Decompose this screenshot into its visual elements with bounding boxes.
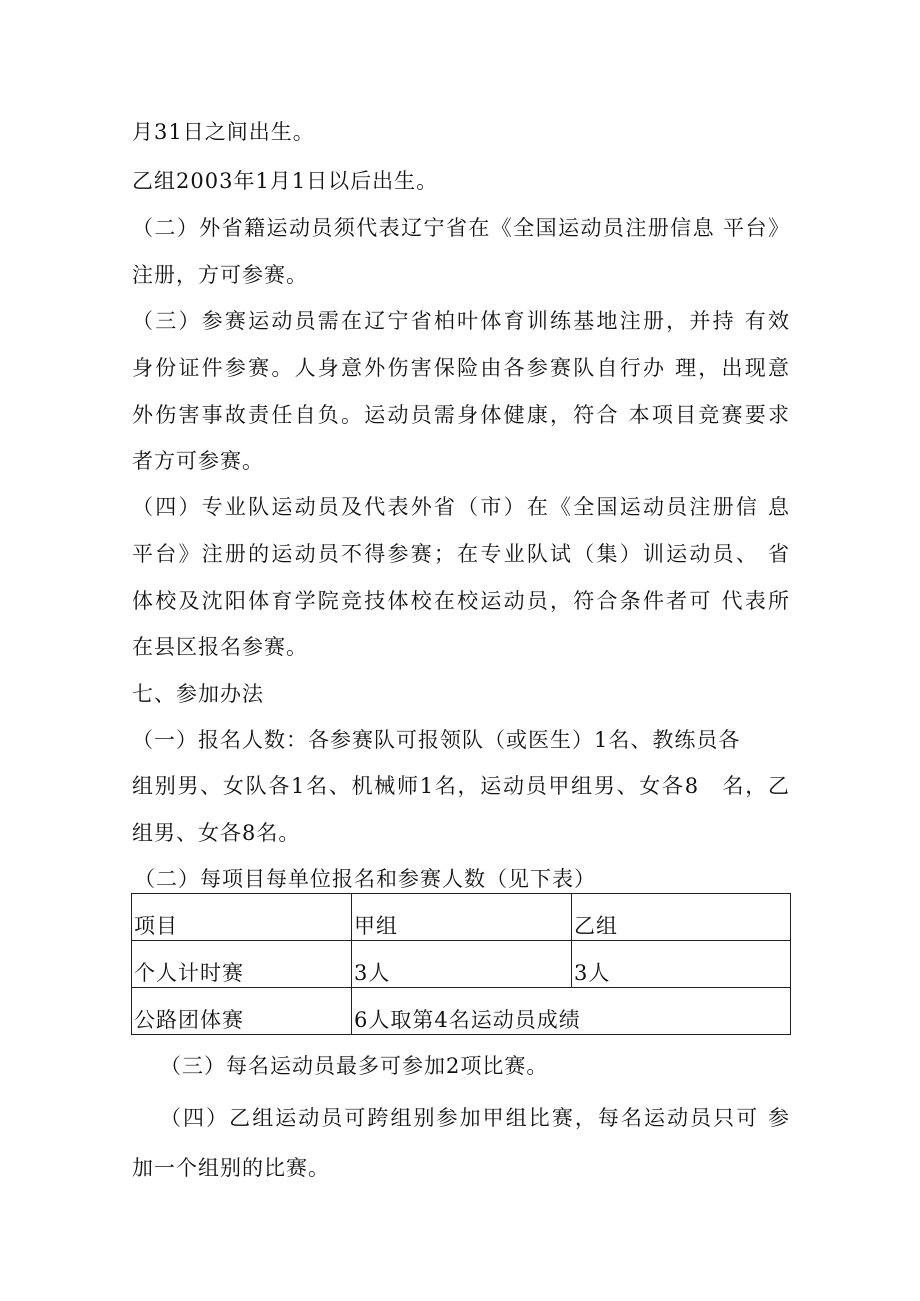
paragraph-line: （一）报名人数：各参赛队可报领队（或医生）1名、教练员各 (132, 728, 741, 752)
table-cell: 3人 (352, 941, 572, 988)
table-header-cell: 乙组 (572, 894, 791, 941)
entries-table (131, 893, 791, 1035)
paragraph-line: 平台》注册的运动员不得参赛；在专业队试（集）训运动员、 省 (132, 542, 790, 566)
table-cell: 公路团体赛 (132, 988, 352, 1035)
paragraph-line: 在县区报名参赛。 (132, 635, 308, 659)
paragraph-line: 者方可参赛。 (132, 449, 264, 473)
paragraph-line: （四）专业队运动员及代表外省（市）在《全国运动员注册信 息 (132, 495, 790, 519)
table-caption: （二）每项目每单位报名和参赛人数（见下表） (134, 867, 596, 891)
section-heading: 七、参加办法 (132, 682, 264, 706)
paragraph-line: （四）乙组运动员可跨组别参加甲组比赛，每名运动员只可 参 (160, 1106, 790, 1130)
table-header-cell: 项目 (132, 894, 352, 941)
table-cell: 个人计时赛 (132, 941, 352, 988)
table-row (132, 941, 791, 988)
paragraph-line: （三）参赛运动员需在辽宁省柏叶体育训练基地注册，并持 有效 (132, 309, 790, 333)
paragraph-line: （三）每名运动员最多可参加2项比赛。 (160, 1054, 549, 1078)
table-cell: 3人 (572, 941, 791, 988)
paragraph-line: 月31日之间出生。 (132, 120, 315, 144)
paragraph-line: 加一个组别的比赛。 (132, 1156, 330, 1180)
table-row (132, 988, 791, 1035)
paragraph-line: 乙组2003年1月1日以后出生。 (132, 169, 439, 193)
paragraph-line: 组男、女各8名。 (132, 821, 301, 845)
table-header-cell: 甲组 (352, 894, 572, 941)
table-cell: 6人取第4名运动员成绩 (352, 988, 791, 1035)
paragraph-line: （二）外省籍运动员须代表辽宁省在《全国运动员注册信息 平台》 (132, 216, 790, 240)
paragraph-line: 身份证件参赛。人身意外伤害保险由各参赛队自行办 理，出现意 (132, 356, 790, 380)
paragraph-line: 组别男、女队各1名、机械师1名，运动员甲组男、女各8 名，乙 (132, 774, 790, 798)
paragraph-line: 注册，方可参赛。 (132, 263, 308, 287)
table-header-row (132, 894, 791, 941)
paragraph-line: 外伤害事故责任自负。运动员需身体健康，符合 本项目竞赛要求 (132, 403, 790, 427)
paragraph-line: 体校及沈阳体育学院竞技体校在校运动员，符合条件者可 代表所 (132, 589, 790, 613)
